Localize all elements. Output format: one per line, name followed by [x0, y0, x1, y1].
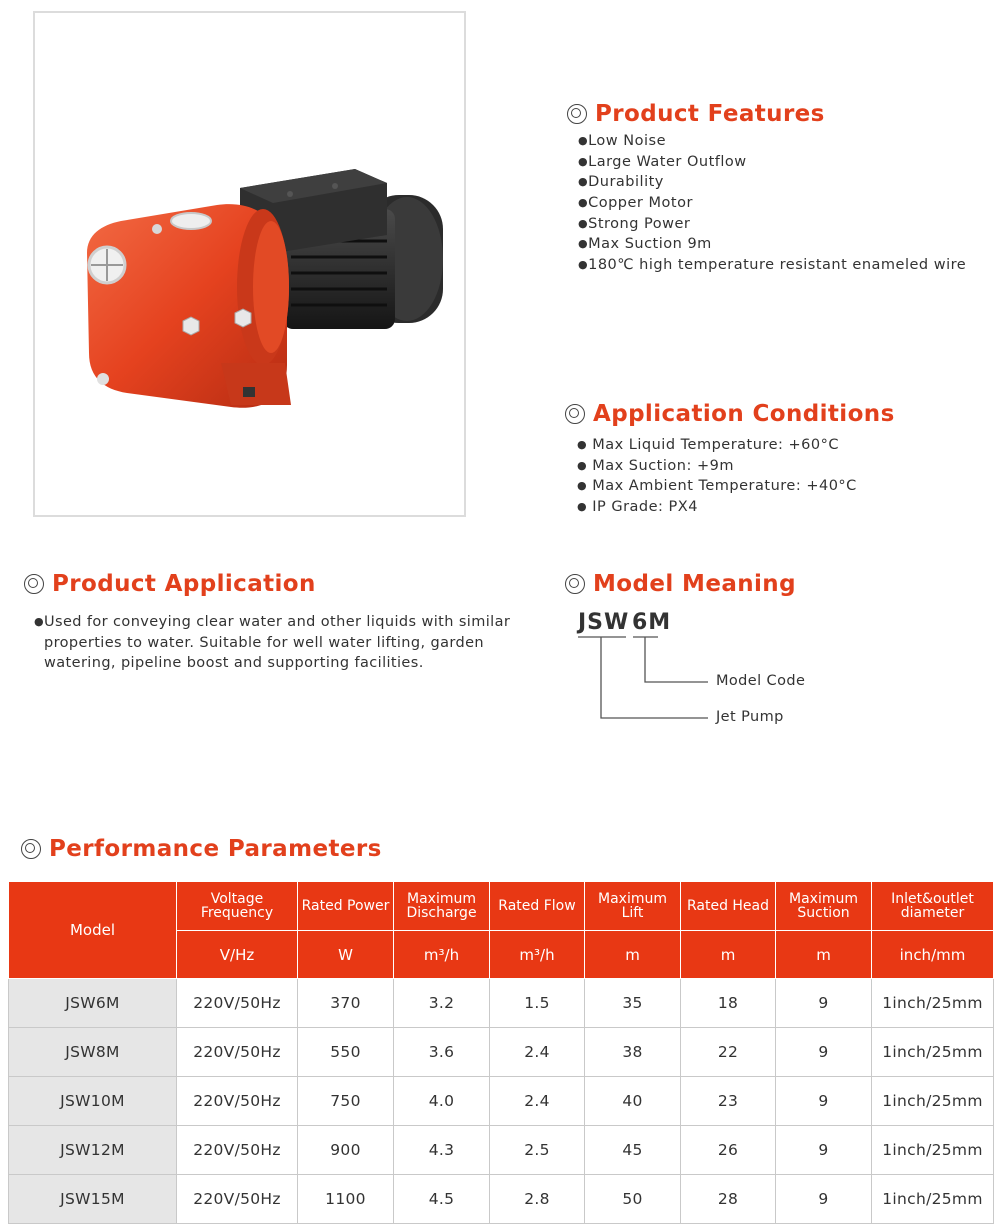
- feature-item: ●Strong Power: [578, 215, 691, 232]
- application-conditions-title: Application Conditions: [593, 401, 895, 427]
- model-cell: JSW6M: [9, 979, 177, 1028]
- model-number-code: 6M: [632, 610, 672, 635]
- table-cell: 9: [776, 1077, 872, 1126]
- table-cell: 9: [776, 1175, 872, 1224]
- model-meaning-diagram: [570, 636, 730, 726]
- feature-item: ●Durability: [578, 174, 664, 191]
- target-circle-icon: [24, 574, 44, 594]
- target-circle-icon: [565, 404, 585, 424]
- table-row: [9, 1077, 994, 1126]
- table-cell: 50: [585, 1175, 681, 1224]
- feature-item: ●Copper Motor: [578, 195, 693, 212]
- table-cell: 4.3: [394, 1126, 490, 1175]
- model-meaning-title: Model Meaning: [593, 571, 796, 597]
- table-cell: 900: [298, 1126, 394, 1175]
- model-meaning-heading: [565, 571, 796, 597]
- header-lift: Maximum Lift: [585, 882, 681, 931]
- table-cell: 2.4: [490, 1028, 585, 1077]
- table-cell: 1inch/25mm: [872, 1028, 994, 1077]
- table-cell: 1100: [298, 1175, 394, 1224]
- table-cell: 220V/50Hz: [177, 1077, 298, 1126]
- header-head: Rated Head: [681, 882, 776, 931]
- unit-cell: V/Hz: [177, 931, 298, 979]
- header-discharge: Maximum Discharge: [394, 882, 490, 931]
- condition-item: ● Max Liquid Temperature: +60°C: [577, 437, 839, 453]
- feature-item: ●Low Noise: [578, 133, 666, 149]
- unit-cell: m³/h: [490, 931, 585, 979]
- header-model: Model: [9, 882, 177, 979]
- header-power: Rated Power: [298, 882, 394, 931]
- table-row: [9, 1126, 994, 1175]
- table-cell: 220V/50Hz: [177, 1175, 298, 1224]
- target-circle-icon: [567, 104, 587, 124]
- model-cell: JSW8M: [9, 1028, 177, 1077]
- table-cell: 26: [681, 1126, 776, 1175]
- table-cell: 28: [681, 1175, 776, 1224]
- table-cell: 2.8: [490, 1175, 585, 1224]
- table-cell: 1inch/25mm: [872, 1175, 994, 1224]
- application-conditions-heading: [565, 401, 895, 427]
- product-application-text: ●Used for conveying clear water and other liquids with similar properties to water. Suitable for well water lifting, garden watering, pipeline boost and supporting facilities.: [34, 614, 511, 672]
- table-cell: 1inch/25mm: [872, 1126, 994, 1175]
- table-cell: 2.5: [490, 1126, 585, 1175]
- unit-cell: m: [776, 931, 872, 979]
- product-features-title: Product Features: [595, 101, 825, 127]
- table-row: [9, 1028, 994, 1077]
- table-cell: 18: [681, 979, 776, 1028]
- table-cell: 9: [776, 1126, 872, 1175]
- table-cell: 220V/50Hz: [177, 979, 298, 1028]
- target-circle-icon: [21, 839, 41, 859]
- model-code-label: Model Code: [716, 673, 806, 689]
- unit-cell: inch/mm: [872, 931, 994, 979]
- table-cell: 4.0: [394, 1077, 490, 1126]
- condition-item: ● Max Ambient Temperature: +40°C: [577, 478, 857, 495]
- performance-table: [8, 881, 994, 1224]
- table-cell: 9: [776, 979, 872, 1028]
- model-cell: JSW15M: [9, 1175, 177, 1224]
- table-cell: 4.5: [394, 1175, 490, 1224]
- condition-item: ● IP Grade: PX4: [577, 499, 698, 516]
- performance-parameters-heading: [21, 836, 382, 862]
- table-cell: 1inch/25mm: [872, 1077, 994, 1126]
- product-application-title: Product Application: [52, 571, 316, 597]
- jet-pump-label: Jet Pump: [716, 709, 784, 725]
- table-cell: 550: [298, 1028, 394, 1077]
- table-cell: 750: [298, 1077, 394, 1126]
- unit-cell: m: [585, 931, 681, 979]
- product-features-heading: [567, 101, 825, 127]
- feature-item: ●Large Water Outflow: [578, 153, 747, 170]
- header-voltage: Voltage Frequency: [177, 882, 298, 931]
- table-cell: 220V/50Hz: [177, 1028, 298, 1077]
- table-cell: 2.4: [490, 1077, 585, 1126]
- application-conditions-list: [577, 435, 857, 518]
- table-cell: 22: [681, 1028, 776, 1077]
- unit-cell: m³/h: [394, 931, 490, 979]
- model-cell: JSW12M: [9, 1126, 177, 1175]
- performance-parameters-title: Performance Parameters: [49, 836, 382, 862]
- header-suction: Maximum Suction: [776, 882, 872, 931]
- table-cell: 1.5: [490, 979, 585, 1028]
- model-series-code: JSW: [578, 610, 630, 635]
- feature-item: ●180℃ high temperature resistant enameled wire: [578, 257, 967, 274]
- table-cell: 38: [585, 1028, 681, 1077]
- feature-item: ●Max Suction 9m: [578, 236, 712, 253]
- header-diameter: Inlet&outlet diameter: [872, 882, 994, 931]
- product-application-heading: [24, 571, 316, 597]
- table-cell: 220V/50Hz: [177, 1126, 298, 1175]
- unit-cell: m: [681, 931, 776, 979]
- table-cell: 45: [585, 1126, 681, 1175]
- table-cell: 9: [776, 1028, 872, 1077]
- model-cell: JSW10M: [9, 1077, 177, 1126]
- product-image-frame: [33, 11, 466, 517]
- header-flow: Rated Flow: [490, 882, 585, 931]
- table-row: [9, 979, 994, 1028]
- table-cell: 40: [585, 1077, 681, 1126]
- product-features-list: [578, 131, 966, 276]
- table-cell: 1inch/25mm: [872, 979, 994, 1028]
- jet-pump-image: [35, 13, 464, 515]
- table-cell: 3.2: [394, 979, 490, 1028]
- condition-item: ● Max Suction: +9m: [577, 457, 734, 474]
- unit-cell: W: [298, 931, 394, 979]
- table-cell: 23: [681, 1077, 776, 1126]
- table-header-row: [9, 882, 994, 931]
- table-cell: 35: [585, 979, 681, 1028]
- table-row: [9, 1175, 994, 1224]
- target-circle-icon: [565, 574, 585, 594]
- table-cell: 3.6: [394, 1028, 490, 1077]
- table-cell: 370: [298, 979, 394, 1028]
